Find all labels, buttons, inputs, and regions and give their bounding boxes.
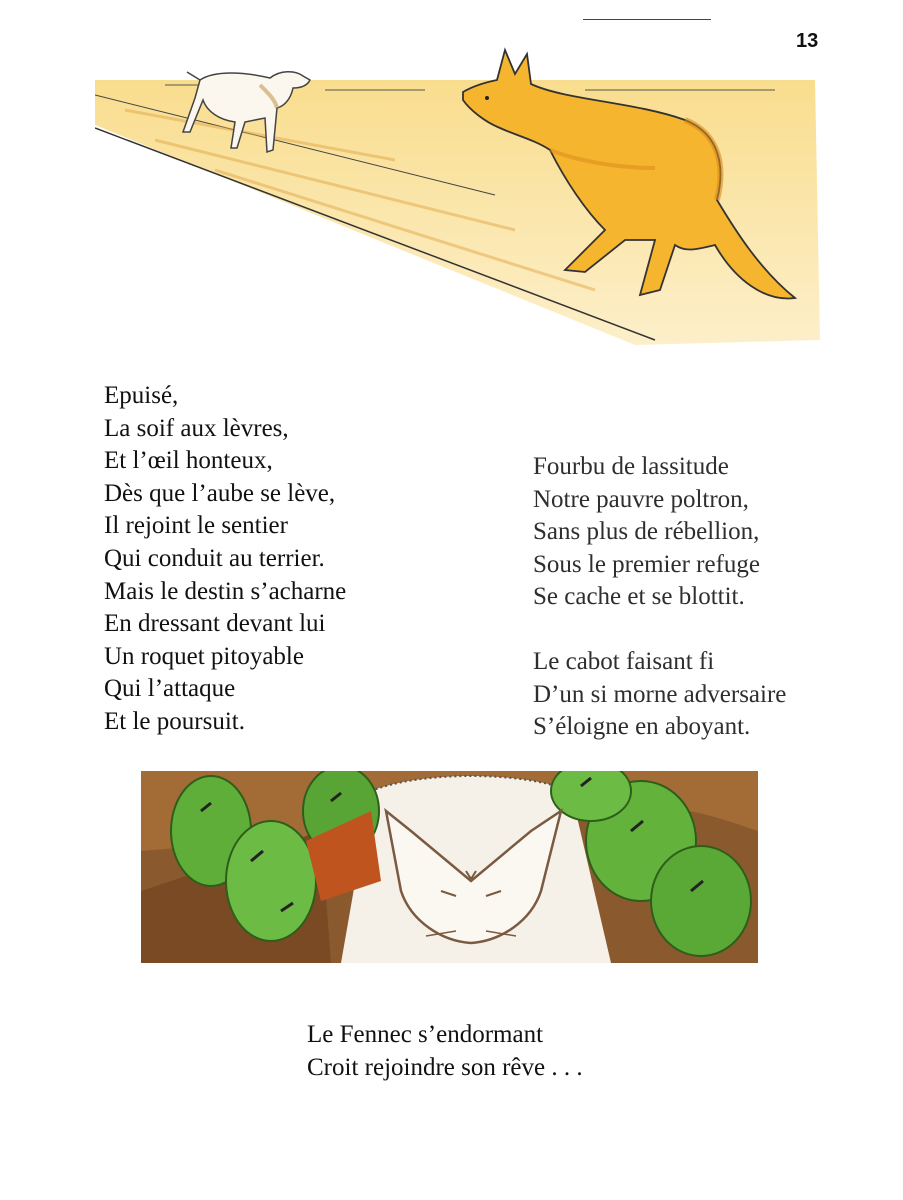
poem-line: Croit rejoindre son rêve . . . xyxy=(307,1054,583,1081)
stanza-right-1 xyxy=(533,451,760,614)
poem-line: Fourbu de lassitude xyxy=(533,453,729,480)
poem-line: Mais le destin s’acharne xyxy=(104,577,347,605)
stanza-right-2 xyxy=(533,646,786,744)
poem-line: Il rejoint le sentier xyxy=(104,512,288,540)
poem-line: Qui l’attaque xyxy=(104,675,236,703)
poem-line: Et l’œil honteux, xyxy=(104,447,273,475)
page-number: 13 xyxy=(796,30,819,52)
poem-line: Qui conduit au terrier. xyxy=(104,544,325,572)
poem-line: Dès que l’aube se lève, xyxy=(104,479,336,507)
poem-line: Un roquet pitoyable xyxy=(104,642,304,670)
poem-line: Epuisé, xyxy=(104,382,179,409)
closing-lines xyxy=(307,1018,583,1084)
illustration-sleeping-fennec xyxy=(141,771,758,963)
poem-line: Notre pauvre poltron, xyxy=(533,485,749,513)
poem-line: La soif aux lèvres, xyxy=(104,414,289,442)
poem-line: Sans plus de rébellion, xyxy=(533,518,760,546)
poem-line: Et le poursuit. xyxy=(104,707,245,735)
illustration-dog-and-fennec xyxy=(95,40,820,350)
top-rule xyxy=(583,19,711,20)
poem-line: Se cache et se blottit. xyxy=(533,583,745,611)
stanza-left xyxy=(104,380,346,739)
poem-line: D’un si morne adversaire xyxy=(533,680,787,708)
poem-line: Sous le premier refuge xyxy=(533,550,761,578)
poem-line: En dressant devant lui xyxy=(104,610,326,638)
poem-line: Le Fennec s’endormant xyxy=(307,1021,544,1048)
poem-line: S’éloigne en aboyant. xyxy=(533,713,751,741)
poem-line: Le cabot faisant fi xyxy=(533,648,715,675)
